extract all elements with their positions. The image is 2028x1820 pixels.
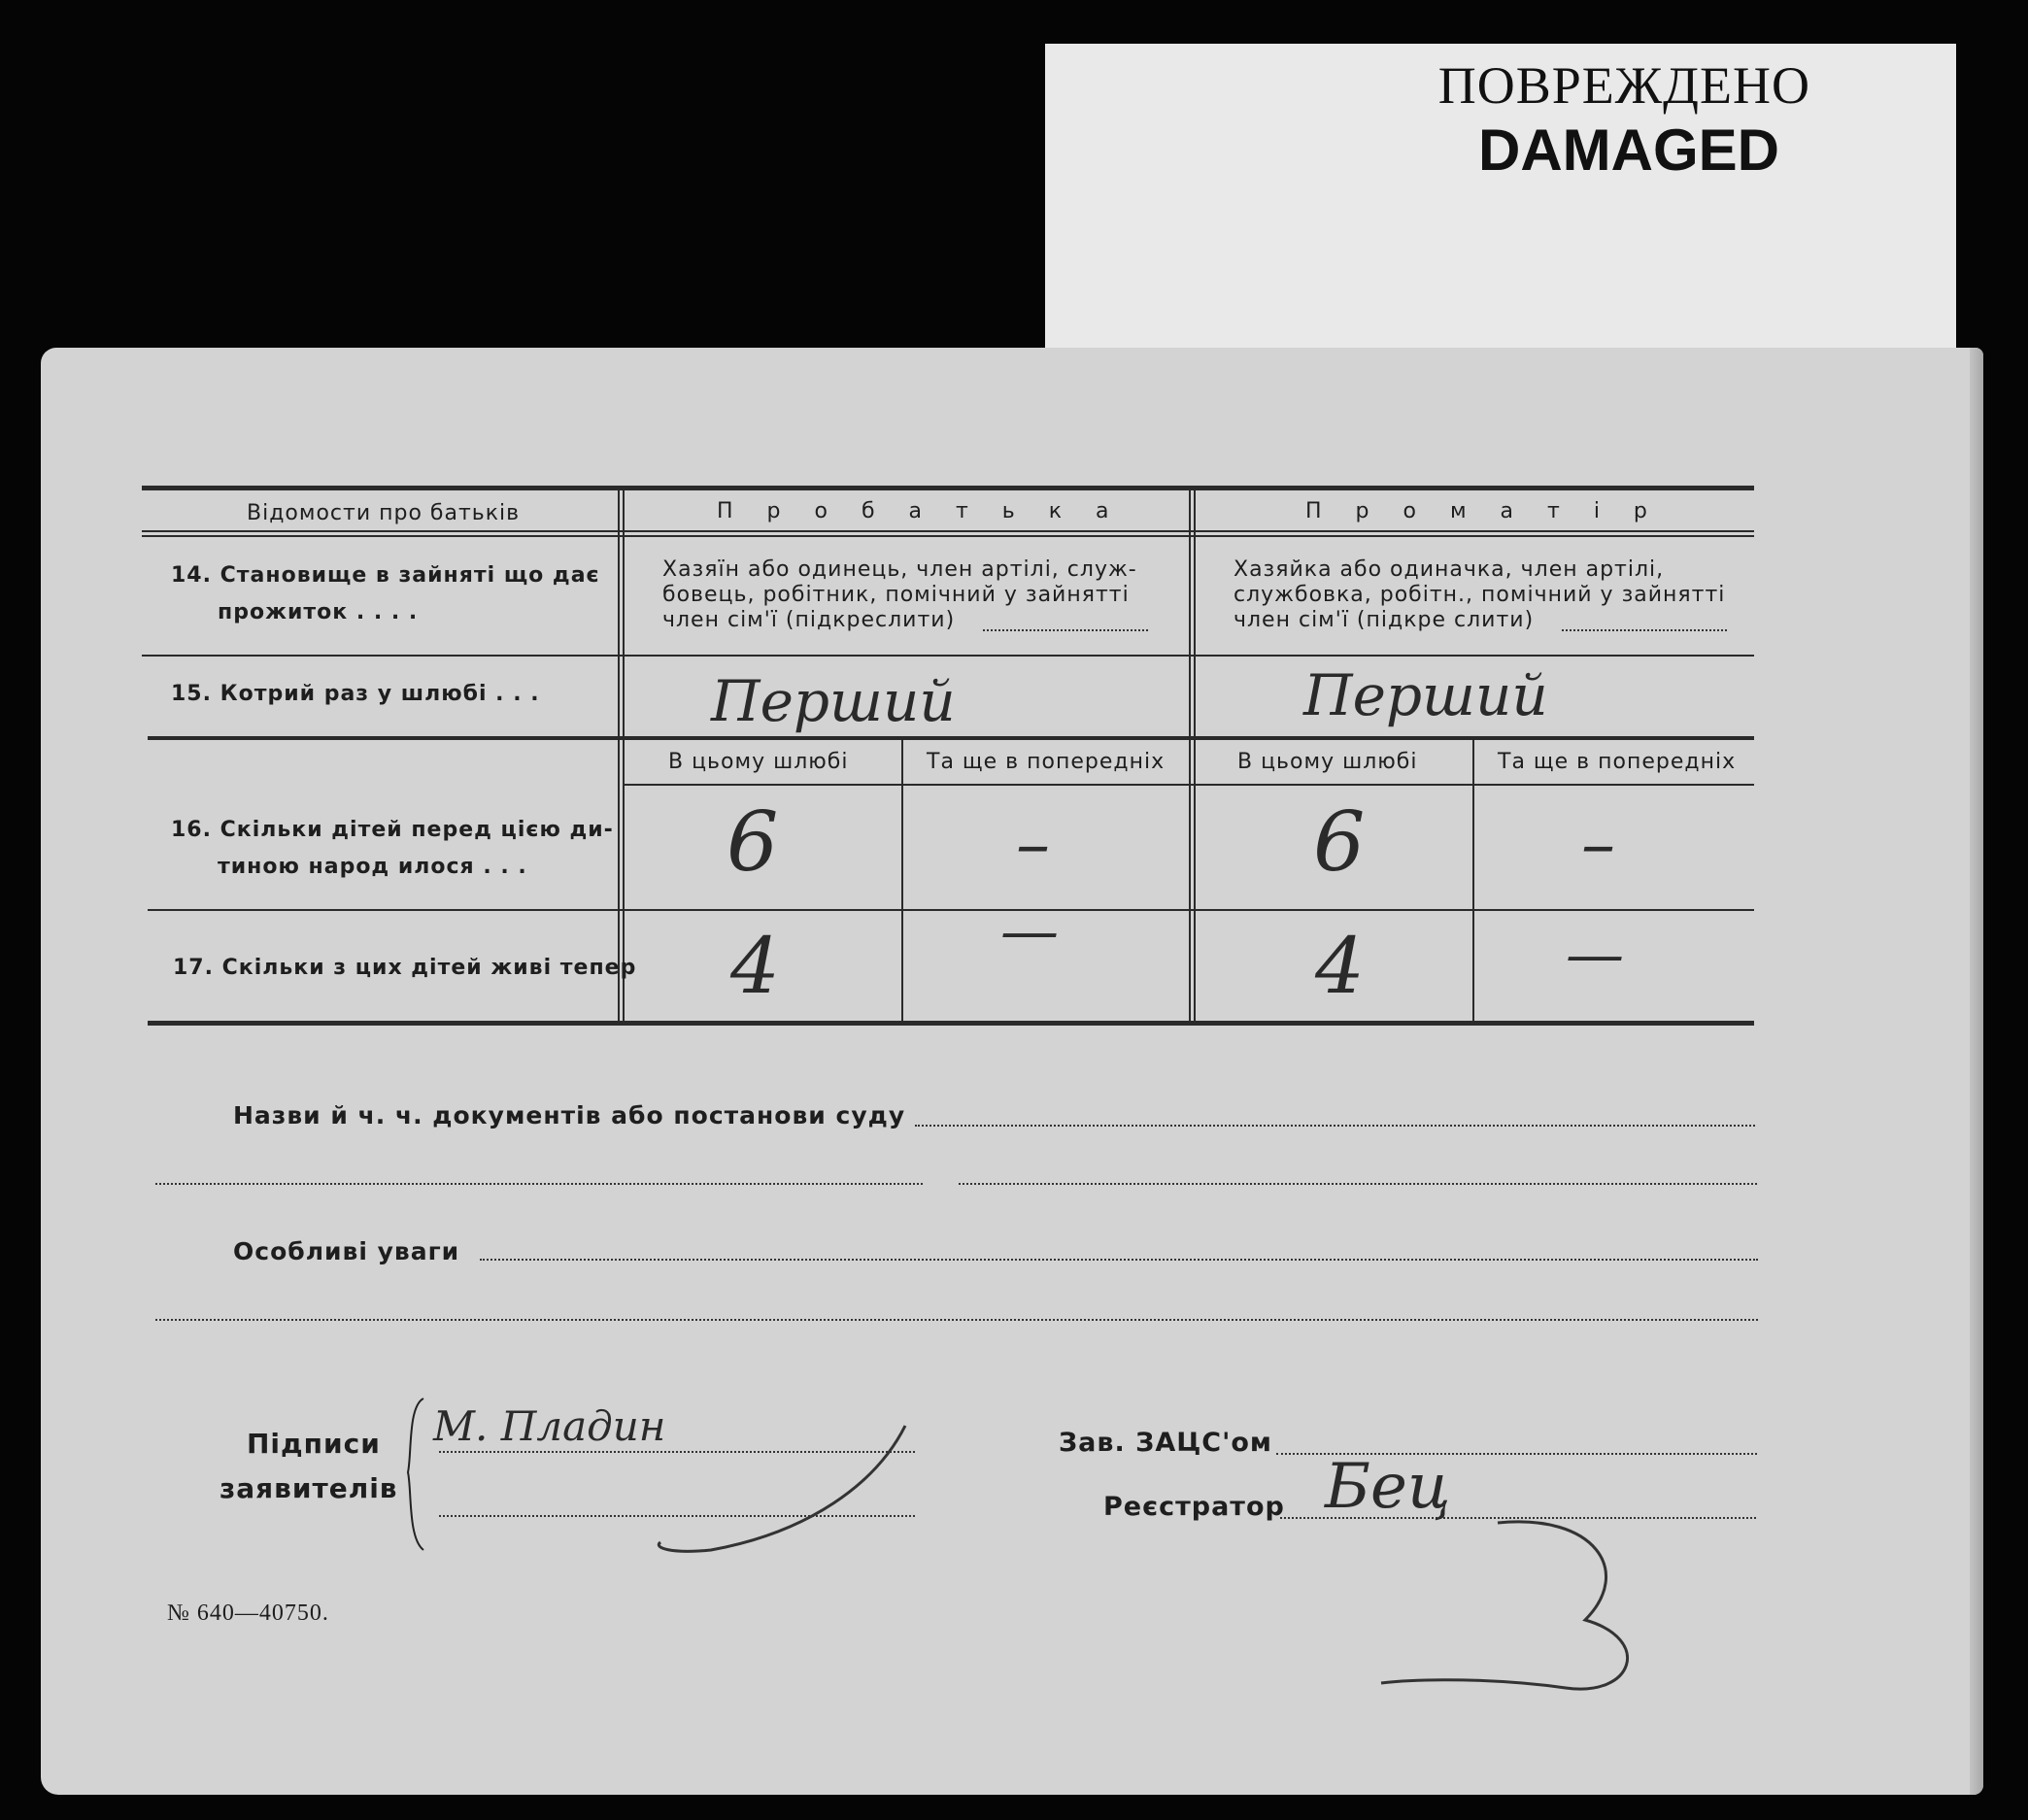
row15-mother-handwritten: Перший — [1303, 662, 1548, 728]
row17-mother-previous: — — [1566, 921, 1624, 989]
row15-rule — [148, 736, 1754, 740]
col2-divider — [1189, 489, 1191, 1023]
header-about-mother: П р о м а т і р — [1305, 499, 1661, 523]
head-of-registry-label: Зав. ЗАЦС'ом — [1059, 1428, 1272, 1458]
documents-line-2b — [959, 1183, 1757, 1185]
row14-rule — [142, 655, 1754, 657]
row16-rule — [148, 909, 1754, 911]
registration-form-card — [41, 348, 1983, 1795]
row14-father-dots — [983, 629, 1148, 631]
table-header-rule — [142, 530, 1754, 532]
documents-line — [915, 1125, 1755, 1127]
remarks-line-2 — [155, 1319, 1758, 1321]
row16-label-line2: тиною народ илося . . . — [218, 855, 527, 879]
row16-label-line1: 16. Скільки дітей перед цією ди- — [171, 818, 614, 842]
row15-label: 15. Котрий раз у шлюбі . . . — [171, 682, 540, 706]
table-bottom-rule — [148, 1021, 1754, 1026]
row16-father-this-marriage: 6 — [727, 794, 779, 890]
table-header-rule-2 — [142, 535, 1754, 537]
row16-mother-this-marriage: 6 — [1313, 794, 1366, 890]
row14-mother-line1: Хазяйка або одиначка, член артілі, — [1234, 557, 1665, 582]
applicants-label-line2: заявителів — [220, 1472, 398, 1504]
col2-divider-2 — [1194, 489, 1196, 1023]
applicants-label-line1: Підписи — [247, 1428, 381, 1460]
row14-label-line2: прожиток . . . . — [218, 600, 419, 624]
col1-divider-2 — [623, 489, 625, 1023]
applicant-signature-stroke — [614, 1416, 934, 1562]
row14-father-line1: Хазяїн або одинець, член артілі, служ- — [662, 557, 1137, 582]
table-top-rule — [142, 486, 1754, 490]
subheader-mother-this-marriage: В цьому шлюбі — [1237, 750, 1418, 774]
remarks-label: Особливі уваги — [233, 1237, 460, 1265]
registrar-signature: Бец — [1325, 1451, 1451, 1523]
registrar-signature-stroke — [1342, 1494, 1653, 1717]
documents-label: Назви й ч. ч. документів або постанови суду — [233, 1101, 906, 1129]
father-subcol-divider — [901, 739, 903, 1023]
damaged-label — [1045, 44, 1956, 353]
row14-father-line3: член сім'ї (підкреслити) — [662, 608, 956, 632]
row17-mother-this-marriage: 4 — [1315, 921, 1365, 1011]
row14-mother-dots — [1562, 629, 1727, 631]
subheader-father-this-marriage: В цьому шлюбі — [668, 750, 849, 774]
row14-mother-line3: член сім'ї (підкре слити) — [1234, 608, 1535, 632]
applicants-brace — [402, 1397, 431, 1552]
row14-mother-line2: службовка, робітн., помічний у зайнятті — [1234, 583, 1726, 607]
documents-line-2a — [155, 1183, 923, 1185]
damaged-label-en: DAMAGED — [1478, 118, 1779, 183]
row17-father-previous: — — [1000, 897, 1059, 965]
col1-divider — [618, 489, 620, 1023]
row14-father-line2: бовець, робітник, помічний у зайнятті — [662, 583, 1130, 607]
header-parents-info: Відомости про батьків — [247, 501, 521, 525]
subheader-mother-previous: Та ще в попередніх — [1498, 750, 1737, 774]
card-edge — [1970, 348, 1983, 1795]
row17-father-this-marriage: 4 — [730, 921, 780, 1011]
row15-father-handwritten: Перший — [711, 668, 956, 734]
row16-mother-previous: – — [1581, 804, 1615, 884]
subheader-father-previous: Та ще в попередніх — [927, 750, 1166, 774]
damaged-label-ru: ПОВРЕЖДЕНО — [1437, 56, 1810, 115]
row14-label-line1: 14. Становище в зайняті що дає — [171, 563, 600, 588]
applicant-signature: М. Пладин — [433, 1402, 666, 1450]
remarks-line — [480, 1259, 1758, 1261]
form-number: № 640—40750. — [167, 1601, 329, 1626]
row16-father-previous: – — [1016, 804, 1050, 884]
row17-label: 17. Скільки з цих дітей живі тепер — [173, 956, 637, 980]
mother-subcol-divider — [1472, 739, 1474, 1023]
registrar-label: Реєстратор — [1103, 1492, 1285, 1522]
header-about-father: П р о б а т ь к а — [717, 499, 1123, 523]
